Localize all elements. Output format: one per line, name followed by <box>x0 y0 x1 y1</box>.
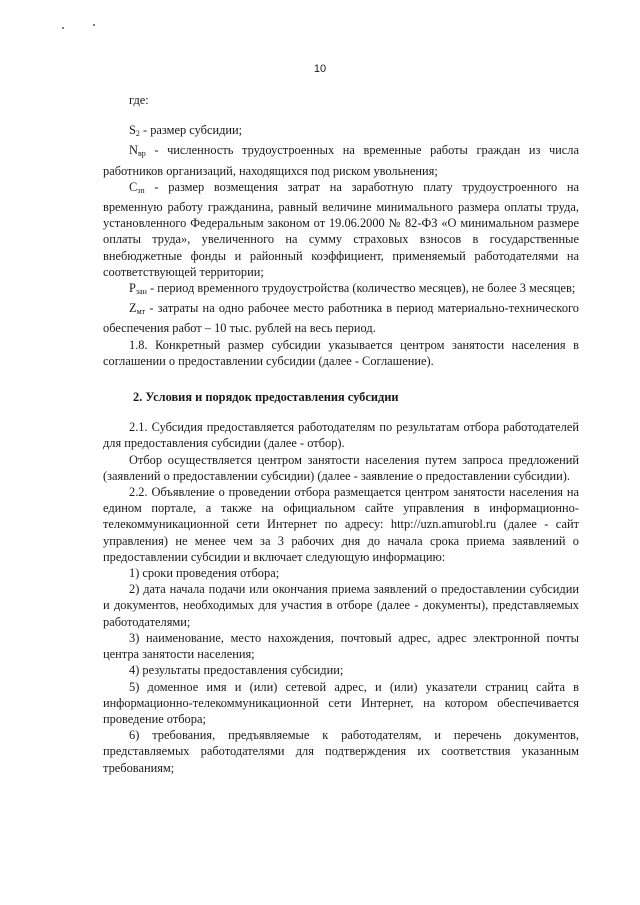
list-item: 5) доменное имя и (или) сетевой адрес, и (или) указатели страниц сайта в информационно-телекоммуникационной сети Интернет, на котором обеспечивается проведение отбора; <box>103 679 579 726</box>
selection-paragraph: Отбор осуществляется центром занятости населения путем запроса предложений (заявлений о предоставлении субсидии) (далее - заявление о предоставлении субсидии). <box>103 452 579 483</box>
variable-definition <box>103 122 579 142</box>
variable-subscript: 2 <box>135 129 140 139</box>
list-item: 6) требования, предъявляемые к работодателям, и перечень документов, представляемых работодателями для подтверждения их соответствия указанным требованиям; <box>103 728 579 775</box>
variable-symbol: Z <box>129 301 137 316</box>
variable-text: - размер возмещения затрат на заработную плату трудоустроенного на временную работу гражданина, равный величине минимального размера оплаты труда, установленного Федеральным законом от 19.06.2000 № 82-ФЗ «О минимальном размере оплаты труда», увеличенного на сумму страховых взносов в государственные внебюджетные фонды и районный коэффициент, применяемый работодателями на соответствующей территории; <box>103 179 579 279</box>
variable-symbol: C <box>129 179 138 194</box>
scan-speck <box>62 27 64 29</box>
clause-2-1: 2.1. Субсидия предоставляется работодателям по результатам отбора работодателей для предоставления субсидии (далее - отбор). <box>103 420 579 451</box>
variable-definition <box>103 280 579 300</box>
variable-definition <box>103 142 579 178</box>
variable-definition <box>103 179 579 280</box>
variable-subscript: мт <box>136 307 146 317</box>
intro-where: где: <box>129 93 149 107</box>
variable-symbol: N <box>129 143 138 158</box>
variable-text: - размер субсидии; <box>139 123 243 138</box>
clause-1-8: 1.8. Конкретный размер субсидии указывается центром занятости населения в соглашении о предоставлении субсидии (далее - Соглашение). <box>103 337 579 368</box>
section-heading: 2. Условия и порядок предоставления субсидии <box>133 390 399 405</box>
list-item: 4) результаты предоставления субсидии; <box>129 663 344 678</box>
variable-definition <box>103 300 579 336</box>
variable-subscript: зп <box>137 185 145 195</box>
scan-speck <box>93 24 95 26</box>
variable-subscript: зан <box>135 287 147 297</box>
variable-symbol: S <box>129 123 136 138</box>
variable-text: - период временного трудоустройства (количество месяцев), не более 3 месяцев; <box>146 281 576 296</box>
list-item: 1) сроки проведения отбора; <box>129 566 280 581</box>
document-body <box>103 92 579 776</box>
list-item: 3) наименование, место нахождения, почтовый адрес, адрес электронной почты центра занятости населения; <box>103 630 579 662</box>
variable-subscript: вр <box>137 149 146 159</box>
list-item: 2) дата начала подачи или окончания приема заявлений о предоставлении субсидии и документов, необходимых для участия в отборе (далее - документы), представляемых работодателями; <box>103 582 579 629</box>
variable-text: - затраты на одно рабочее место работника в период материально-технического обеспечения работ – 10 тыс. рублей на весь период. <box>103 301 579 336</box>
variable-text: - численность трудоустроенных на временные работы граждан из числа работников организаций, находящихся под риском увольнения; <box>103 143 579 178</box>
clause-2-2: 2.2. Объявление о проведении отбора размещается центром занятости населения на едином портале, а также на официальном сайте управления в информационно-телекоммуникационной сети Интернет по адресу: http://uzn.amurobl.ru (далее - сайт управления) не менее чем за 3 рабочих дня до начала срока приема заявлений о предоставлении субсидии и включает следующую информацию: <box>103 485 579 564</box>
page-number: 10 <box>313 63 327 75</box>
variable-symbol: P <box>129 281 136 296</box>
